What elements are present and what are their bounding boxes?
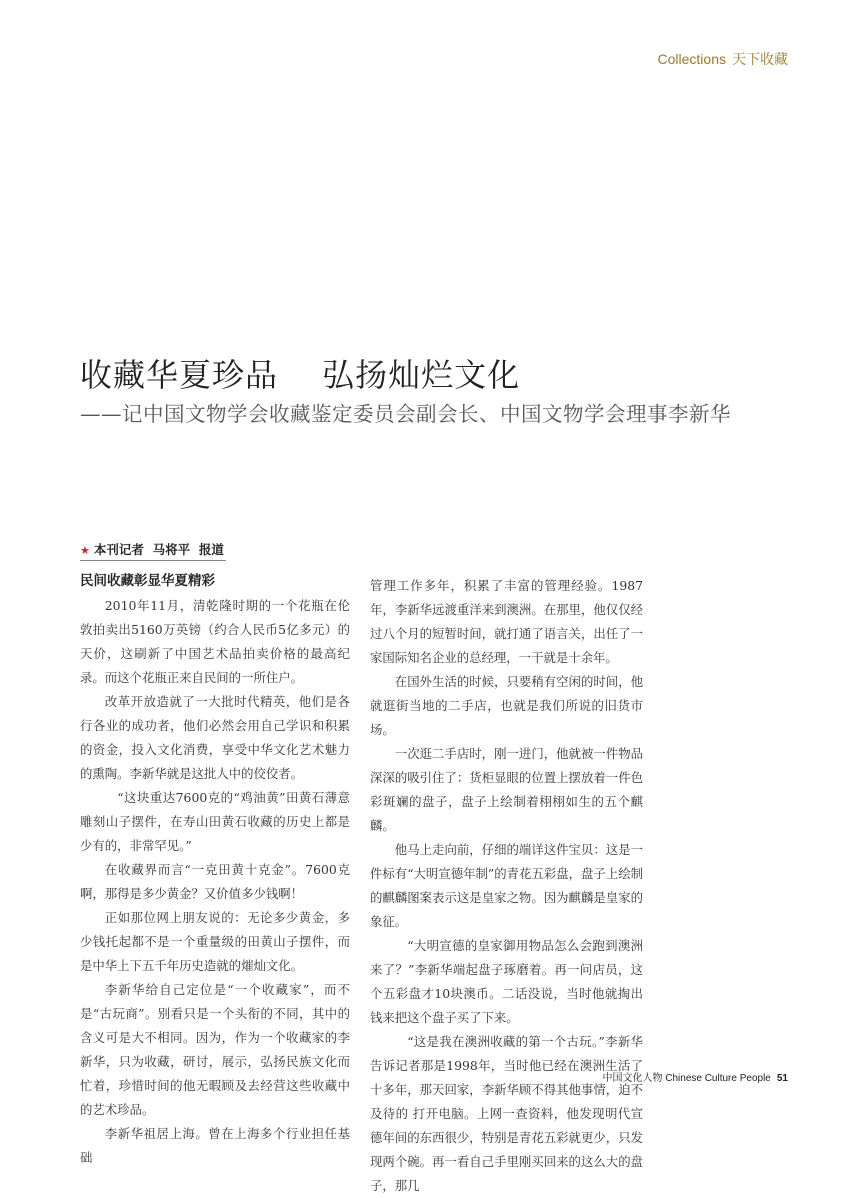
paragraph: 他马上走向前，仔细的端详这件宝贝：这是一件标有“大明宣德年制”的青花五彩盘，盘子上绘制的麒麟图案表示这是皇家之物。因为麒麟是皇家的象征。 [370, 842, 643, 929]
paragraph: 2010年11月，清乾隆时期的一个花瓶在伦敦拍卖出5160万英镑（约合人民币5亿多元）的天价，这刷新了中国艺术品拍卖价格的最高纪录。而这个花瓶正来自民间的一所住户。 [80, 598, 350, 685]
star-icon: ★ [80, 544, 90, 557]
magazine-name: 中国文化人物 Chinese Culture People [602, 1073, 771, 1084]
body-column-2 [370, 574, 643, 1198]
paragraph: “这是我在澳洲收藏的第一个古玩。”李新华告诉记者那是1998年，当时他已经在澳洲生活了十多年，那天回家，李新华顾不得其他事情，迫不及待的 打开电脑。上网一查资料，他发现明代宣德年间的东西很少，特别是青花五彩就更少，只发现两个碗。再一看自己手里刚买回来的这么大的盘子，那几 [370, 1034, 643, 1193]
section-label-zh: 天下收藏 [732, 51, 788, 67]
article-title: 收藏华夏珍品 弘扬灿烂文化 [80, 356, 521, 394]
byline-author: 马将平 [152, 542, 191, 557]
byline-action: 报道 [198, 542, 224, 557]
paragraph: 在收藏界而言“一克田黄十克金”。7600克啊，那得是多少黄金？又价值多少钱啊！ [80, 862, 350, 901]
paragraph: 一次逛二手店时，刚一进门，他就被一件物品深深的吸引住了：货柜显眼的位置上摆放着一件色彩斑斓的盘子，盘子上绘制着栩栩如生的五个麒麟。 [370, 746, 643, 833]
page-number: 51 [776, 1073, 788, 1084]
paragraph: 改革开放造就了一大批时代精英，他们是各行各业的成功者，他们必然会用自己学识和积累的资金，投入文化消费，享受中华文化艺术魅力的熏陶。李新华就是这批人中的佼佼者。 [80, 694, 350, 781]
paragraph: “这块重达7600克的“鸡油黄”田黄石薄意雕刻山子摆件，在寿山田黄石收藏的历史上都是少有的，非常罕见。” [80, 790, 350, 853]
paragraph: 李新华祖居上海。曾在上海多个行业担任基础 [80, 1126, 350, 1165]
page-footer [602, 1069, 788, 1084]
section-label-en: Collections [657, 51, 726, 67]
section-label [658, 49, 788, 69]
paragraph: “大明宣德的皇家御用物品怎么会跑到澳洲来了？”李新华端起盘子琢磨着。再一问店员，这个五彩盘才10块澳币。二话没说，当时他就掏出钱来把这个盘子买了下来。 [370, 938, 643, 1025]
paragraph: 李新华给自己定位是“一个收藏家”，而不是“古玩商”。别看只是一个头衔的不同，其中的含义可是大不相同。因为，作为一个收藏家的李新华，只为收藏，研讨，展示，弘扬民族文化而忙着，珍惜时间的他无暇顾及去经营这些收藏中的艺术珍品。 [80, 982, 350, 1117]
byline [80, 540, 226, 561]
byline-role: 本刊记者 [93, 542, 144, 557]
section-heading: 民间收藏彰显华夏精彩 [80, 573, 215, 589]
article-subtitle: ——记中国文物学会收藏鉴定委员会副会长、中国文物学会理事李新华 [80, 402, 731, 426]
paragraph: 管理工作多年，积累了丰富的管理经验。1987年，李新华远渡重洋来到澳洲。在那里，他仅仅经过八个月的短暂时间，就打通了语言关，出任了一家国际知名企业的总经理，一干就是十余年。 [370, 578, 643, 665]
body-column-1 [80, 594, 350, 1170]
paragraph: 正如那位网上朋友说的：无论多少黄金，多少钱托起都不是一个重量级的田黄山子摆件，而是中华上下五千年历史造就的熣灿文化。 [80, 910, 350, 973]
paragraph: 在国外生活的时候，只要稍有空闲的时间，他就逛街当地的二手店，也就是我们所说的旧货市场。 [370, 674, 643, 737]
